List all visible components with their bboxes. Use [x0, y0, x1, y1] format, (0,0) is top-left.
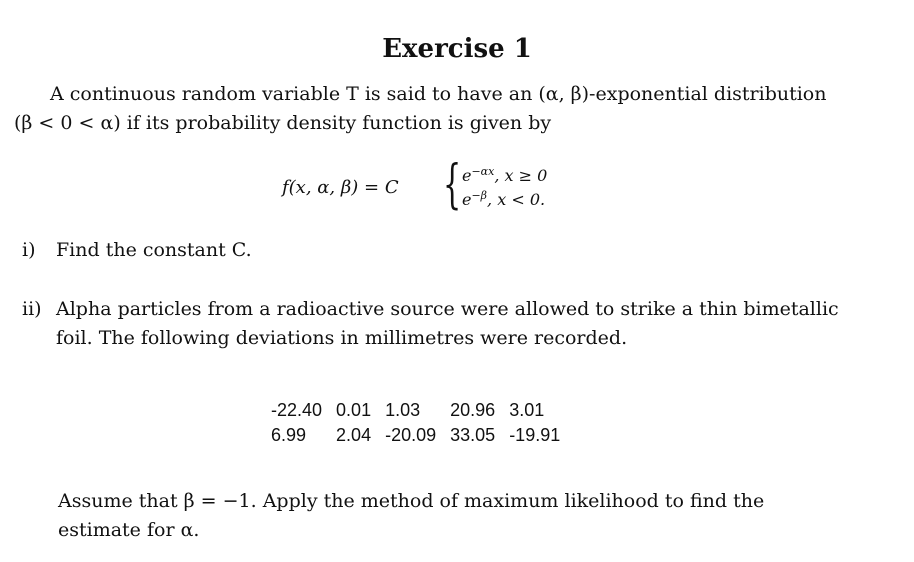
question-text-line-1: Alpha particles from a radioactive source were allowed to strike a thin bimetallic	[56, 298, 839, 320]
table-cell: 33.05	[450, 425, 496, 445]
table-cell: -19.91	[509, 425, 561, 445]
question-number: ii)	[22, 298, 42, 320]
question-text: Find the constant C.	[56, 239, 252, 261]
question-i	[22, 236, 882, 265]
intro-line-2: (β < 0 < α) if its probability density function is given by	[14, 112, 552, 134]
table-row	[271, 423, 574, 448]
formula-case-1: $e^{-\alpha x}$, x ≥ 0	[462, 165, 548, 185]
table-cell: 3.01	[509, 400, 545, 420]
question-text-line-2: foil. The following deviations in millimetres were recorded.	[56, 327, 628, 349]
deviations-table	[271, 398, 574, 448]
table-row	[271, 398, 574, 423]
table-cell: 20.96	[450, 400, 496, 420]
formula-brace: {	[443, 155, 462, 215]
table-cell: 1.03	[385, 400, 421, 420]
assumption-line-2: estimate for α.	[58, 519, 200, 541]
table-cell: 6.99	[271, 425, 307, 445]
assumption-line-1: Assume that β = −1. Apply the method of maximum likelihood to find the	[58, 490, 765, 512]
intro-paragraph	[14, 80, 874, 138]
question-number: i)	[22, 239, 36, 261]
exercise-title: Exercise 1	[382, 34, 532, 64]
formula-lhs: f(x, α, β) = C	[282, 177, 399, 198]
formula-case-2: $e^{-\beta}$, x < 0.	[462, 189, 546, 209]
table-cell: -22.40	[271, 400, 323, 420]
pdf-formula	[282, 155, 602, 225]
assumption-paragraph	[58, 487, 878, 545]
question-ii	[22, 295, 882, 353]
intro-line-1: A continuous random variable T is said to have an (α, β)-exponential distribution	[50, 83, 827, 105]
table-cell: -20.09	[385, 425, 437, 445]
table-cell: 2.04	[336, 425, 372, 445]
table-cell: 0.01	[336, 400, 372, 420]
